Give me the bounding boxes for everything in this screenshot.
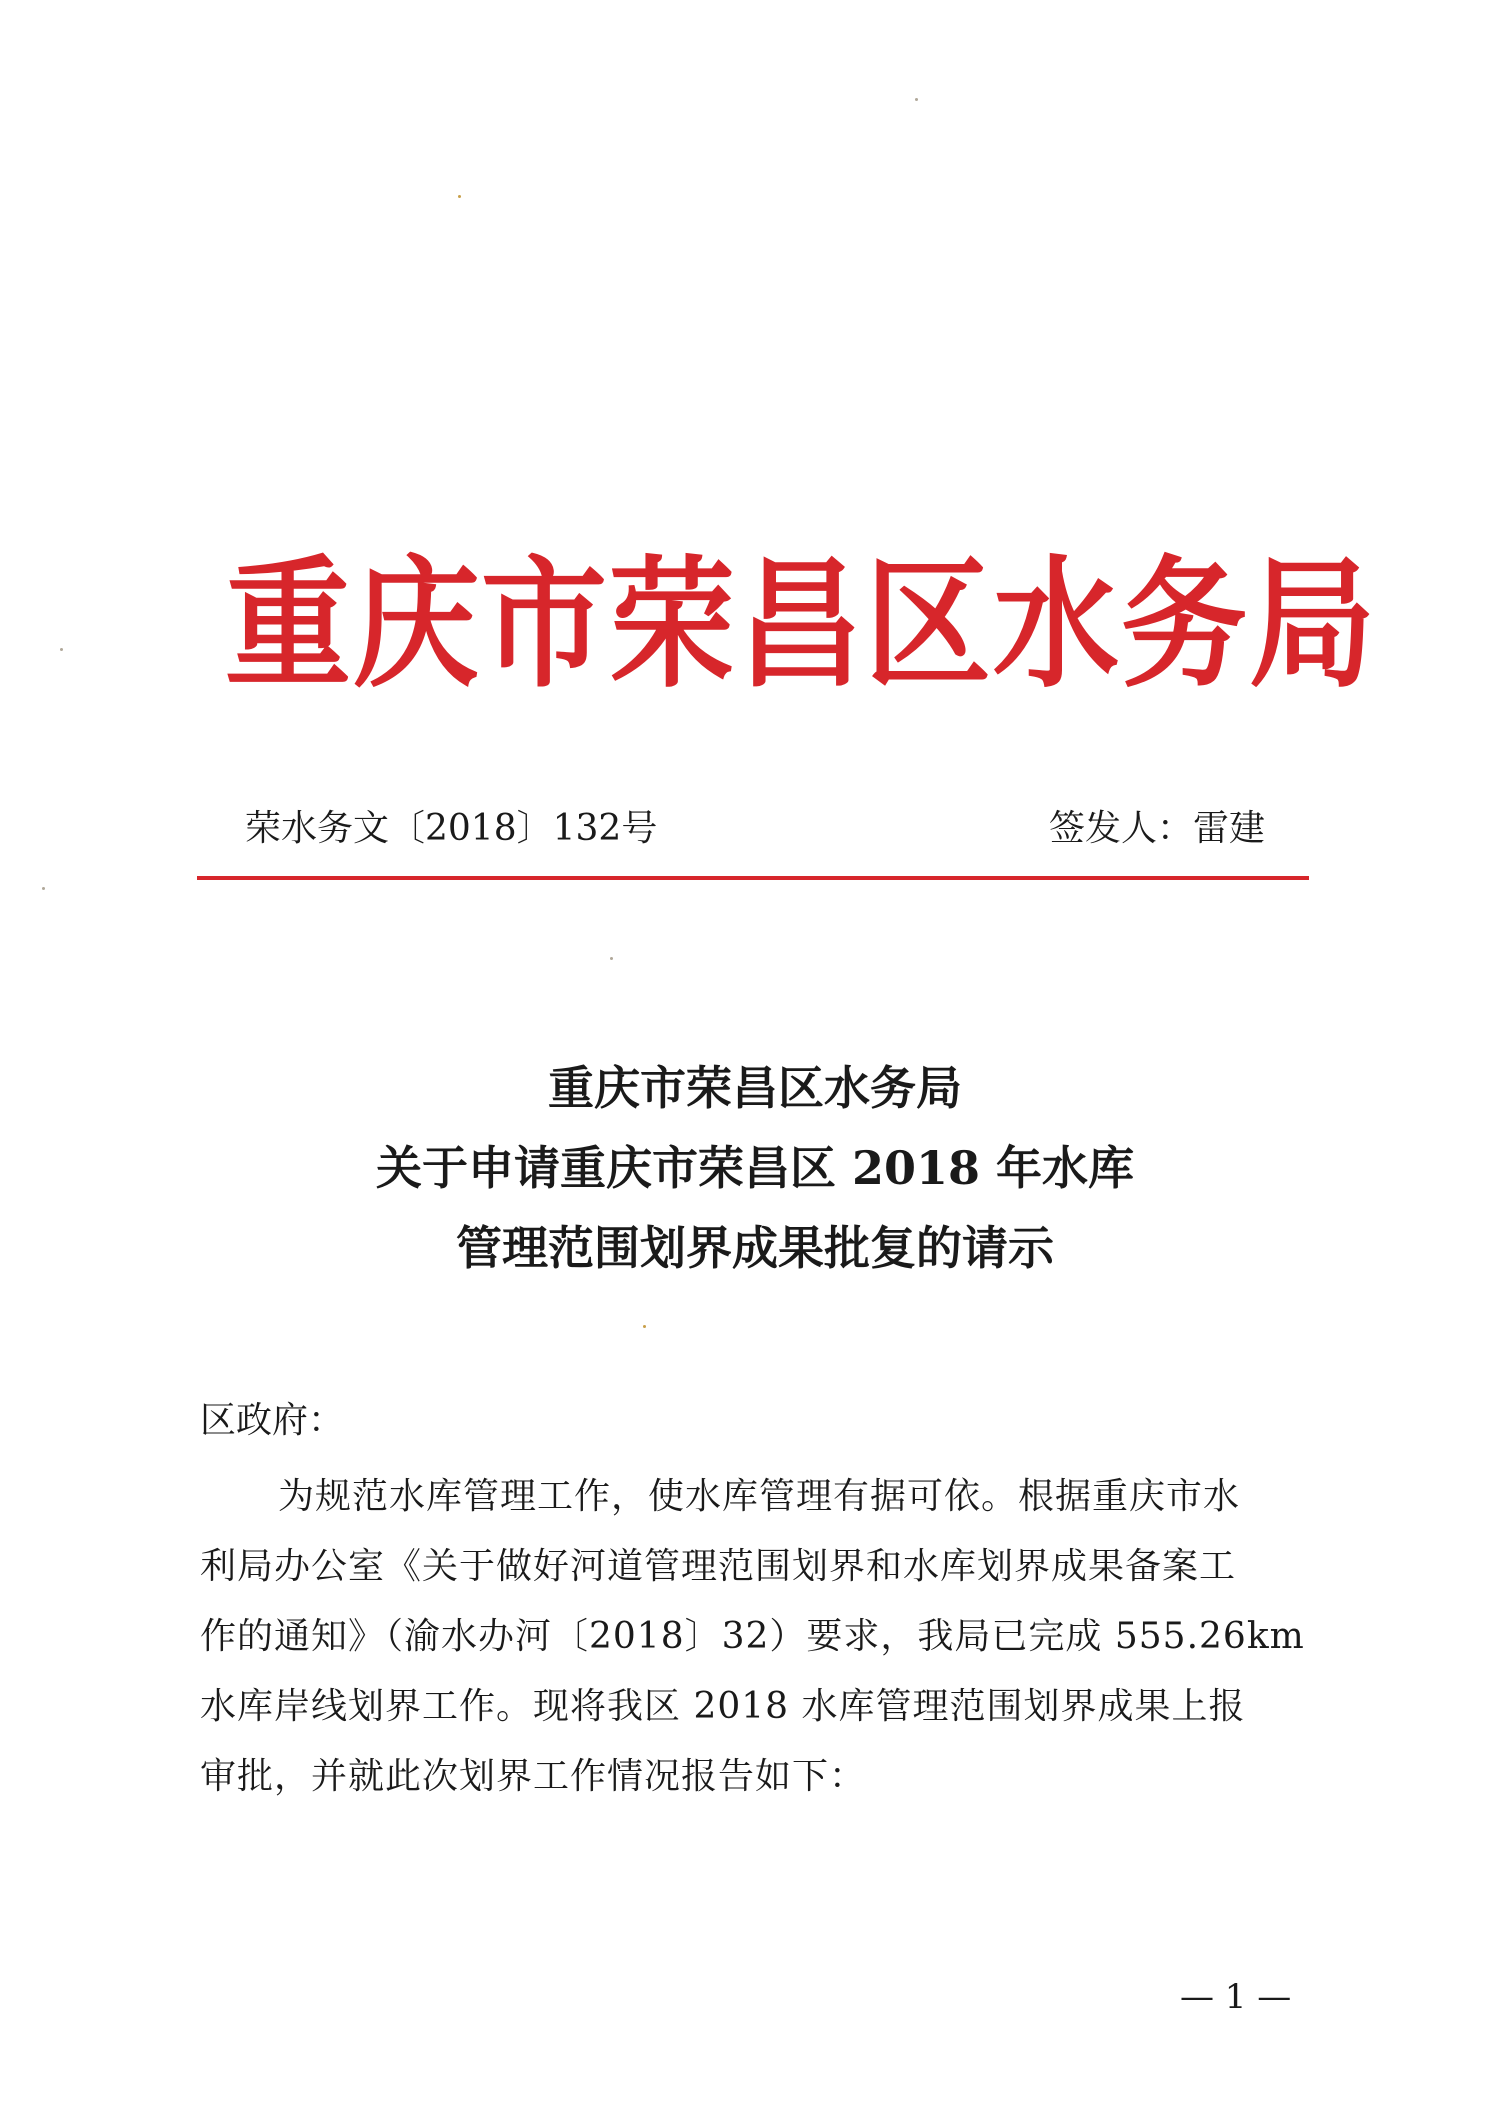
title-line-1: 重庆市荣昌区水务局 — [548, 1061, 962, 1115]
title-line-2: 关于申请重庆市荣昌区 2018 年水库 — [375, 1141, 1135, 1195]
body-line: 为规范水库管理工作，使水库管理有据可依。根据重庆市水 — [278, 1476, 1241, 1517]
page-number: — 1 — — [1180, 1977, 1292, 2017]
title-line-3: 管理范围划界成果批复的请示 — [456, 1221, 1054, 1275]
scan-speck — [458, 195, 461, 198]
document-number: 荣水务文〔2018〕132号 — [245, 808, 658, 849]
scan-speck — [60, 648, 63, 651]
issuer-signature: 签发人：雷建 — [1048, 808, 1265, 849]
document-title — [200, 1048, 1310, 1288]
scan-speck — [643, 1325, 646, 1328]
body-line: 作的通知》（渝水办河〔2018〕32）要求，我局已完成 555.26km — [200, 1616, 1305, 1657]
body-line: 利局办公室《关于做好河道管理范围划界和水库划界成果备案工 — [200, 1546, 1237, 1587]
masthead-title: 重庆市荣昌区水务局 — [225, 542, 1377, 707]
body-line: 审批，并就此次划界工作情况报告如下： — [200, 1756, 867, 1797]
red-divider-line — [197, 876, 1309, 880]
salutation: 区政府： — [200, 1400, 345, 1441]
body-line: 水库岸线划界工作。现将我区 2018 水库管理范围划界成果上报 — [200, 1686, 1246, 1727]
scan-speck — [915, 98, 918, 101]
body-paragraph — [200, 1462, 1310, 1812]
scan-speck — [42, 887, 45, 890]
scan-speck — [610, 957, 613, 960]
